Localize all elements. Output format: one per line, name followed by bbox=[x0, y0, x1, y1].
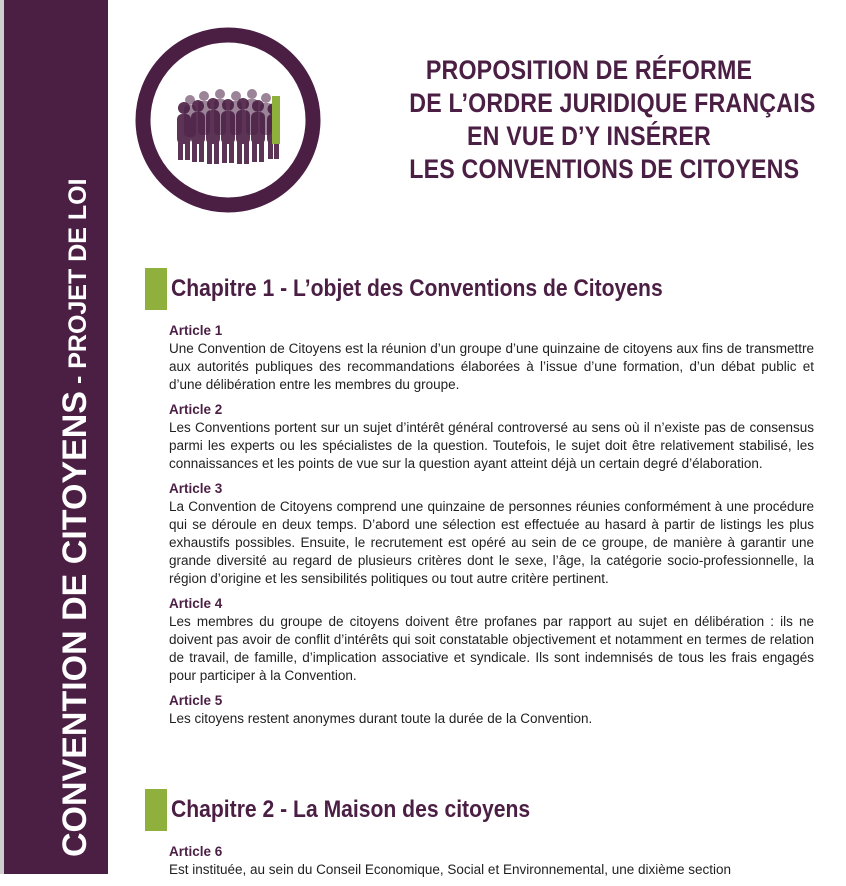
article bbox=[169, 595, 814, 685]
chapter-1-header bbox=[145, 268, 825, 310]
chapter-heading: Chapitre 1 - L’objet des Conventions de Citoyens bbox=[171, 275, 663, 302]
article bbox=[169, 480, 814, 588]
article-label: Article 6 bbox=[169, 844, 223, 859]
title-line: DE L’ORDRE JURIDIQUE FRANÇAIS bbox=[409, 88, 816, 118]
chapter-2-articles bbox=[169, 843, 814, 886]
sidebar-title bbox=[58, 178, 92, 857]
sidebar-subtitle: PROJET DE LOI bbox=[64, 178, 92, 369]
logo-emblem bbox=[132, 24, 324, 216]
article bbox=[169, 401, 814, 473]
chapter-1-articles bbox=[169, 322, 814, 735]
article-body: Est instituée, au sein du Conseil Economique, Social et Environnemental, une dixième section bbox=[169, 862, 732, 877]
chapter-marker bbox=[145, 789, 167, 831]
accent-figure bbox=[272, 96, 280, 144]
article-body: Les Conventions portent sur un sujet d’intérêt général controversé au sens où il n’existe pas de consensus parmi les experts ou les spécialistes de la question. Toutefois, le sujet doit être relativement stabilisé, les connaissances et les points de vue sur la question ayant atteint déjà un certain degré d’élaboration. bbox=[169, 420, 814, 471]
chapter-heading: Chapitre 2 - La Maison des citoyens bbox=[171, 796, 531, 823]
article-label: Article 2 bbox=[169, 402, 223, 417]
article-label: Article 1 bbox=[169, 323, 223, 338]
article-body: Les membres du groupe de citoyens doivent être profanes par rapport au sujet en délibération : ils ne doivent pas avoir de conflit d’intérêts qui soit constatable objectivement et notamment en termes de relation de travail, de famille, d’implication associative et syndicale. Ils sont indemnisés de tous les frais engagés pour participer à la Convention. bbox=[169, 614, 814, 683]
article bbox=[169, 692, 814, 728]
sidebar-separator: - bbox=[64, 368, 92, 391]
article-body: La Convention de Citoyens comprend une quinzaine de personnes réunies conformément à une procédure qui se déroule en deux temps. D’abord une sélection est effectuée au hasard à partir de listings les plus exhaustifs possibles. Ensuite, le recrutement est opéré au sein de ce groupe, de manière à garantir une grande diversité au regard de plusieurs critères dont le sexe, l’âge, la catégorie socio-professionnelle, la région d’origine et les sensibilités politiques ou tout autre critère pertinent. bbox=[169, 499, 814, 586]
title-line: EN VUE D’Y INSÉRER bbox=[467, 121, 711, 151]
article-body: Les citoyens restent anonymes durant toute la durée de la Convention. bbox=[169, 711, 593, 726]
sidebar-banner bbox=[4, 0, 108, 874]
chapter-2-header bbox=[145, 789, 825, 831]
article bbox=[169, 322, 814, 394]
article-label: Article 5 bbox=[169, 693, 223, 708]
article-body: Une Convention de Citoyens est la réunion d’un groupe d’une quinzaine de citoyens aux fins de transmettre aux autorités publiques des recommandations élaborées à l’issue d’une formation, d’un débat public et d’une délibération entre les membres du groupe. bbox=[169, 341, 814, 392]
title-line: LES CONVENTIONS DE CITOYENS bbox=[409, 154, 800, 184]
article-label: Article 4 bbox=[169, 596, 223, 611]
page-title bbox=[409, 54, 816, 186]
title-line: PROPOSITION DE RÉFORME bbox=[425, 55, 753, 85]
chapter-marker bbox=[145, 268, 167, 310]
article-label: Article 3 bbox=[169, 481, 223, 496]
sidebar-main-title: CONVENTION DE CITOYENS bbox=[56, 391, 94, 857]
